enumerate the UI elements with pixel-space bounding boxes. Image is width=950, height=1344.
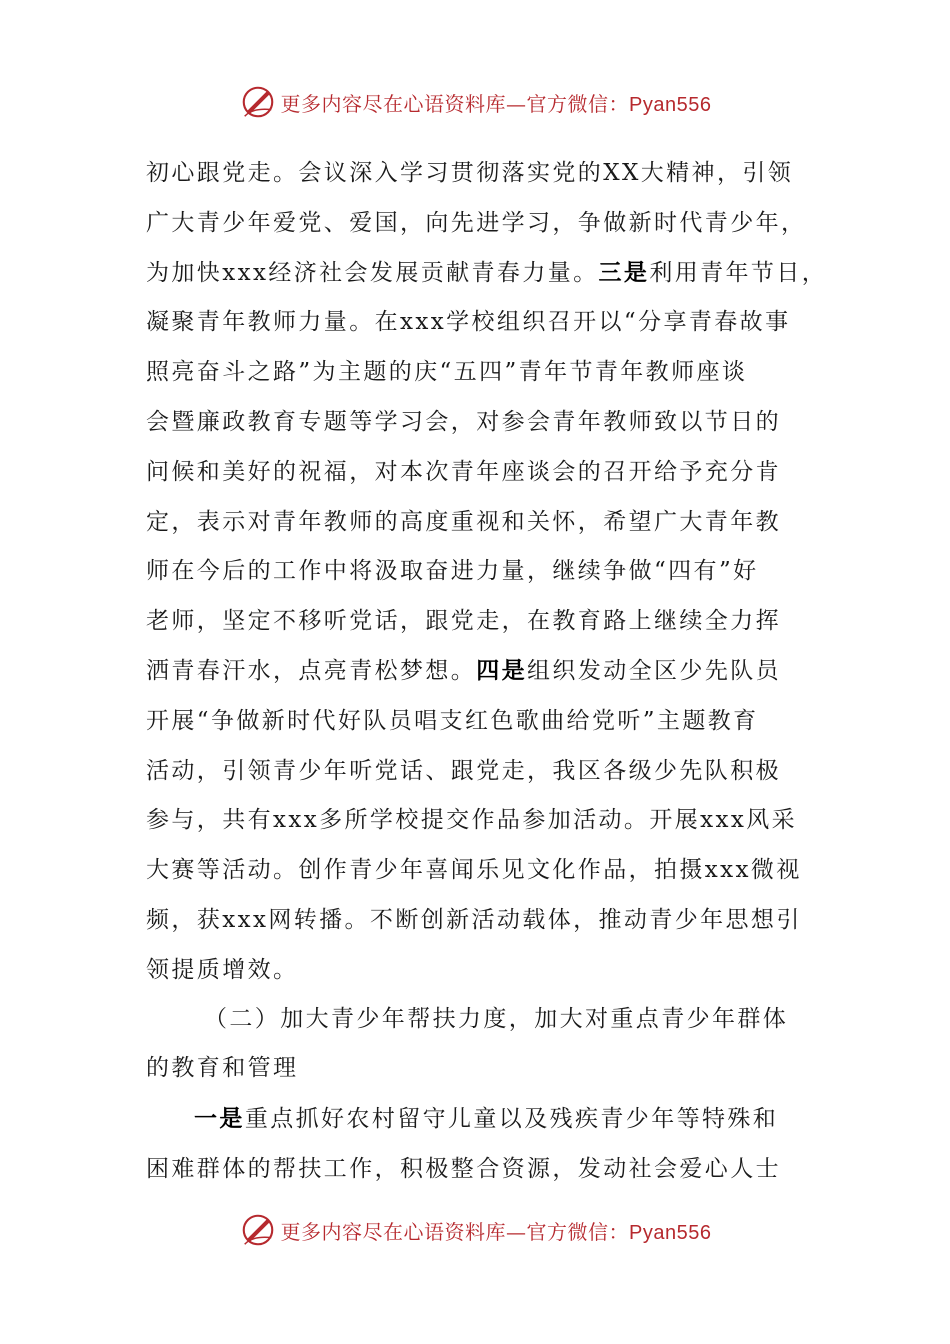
text-line: 定，表示对青年教师的高度重视和关怀，希望广大青年教 <box>146 508 781 535</box>
section-heading: （二）加大青少年帮扶力度，加大对重点青少年群体 <box>204 1005 789 1032</box>
pen-circle-logo-icon <box>239 83 277 121</box>
text-line: 活动，引领青少年听党话、跟党走，我区各级少先队积极 <box>146 757 781 784</box>
text-line: 会暨廉政教育专题等学习会，对参会青年教师致以节日的 <box>146 408 781 435</box>
section-heading-continued: 的教育和管理 <box>146 1055 299 1082</box>
text-line: 为加快xxx经济社会发展贡献青春力量。三是利用青年节日， <box>146 258 828 286</box>
text-line: 洒青春汗水，点亮青松梦想。四是组织发动全区少先队员 <box>146 656 782 684</box>
text-line: 初心跟党走。会议深入学习贯彻落实党的XX大精神，引领 <box>146 160 794 186</box>
watermark-text: 更多内容尽在心语资料库—官方微信：Pyan556 <box>280 1219 712 1244</box>
text-line: 大赛等活动。创作青少年喜闻乐见文化作品，拍摄xxx微视 <box>146 857 802 884</box>
text-line: 开展“争做新时代好队员唱支红色歌曲给党听”主题教育 <box>146 707 759 734</box>
text-line: 师在今后的工作中将汲取奋进力量，继续争做“四有”好 <box>146 558 759 585</box>
text-line: 凝聚青年教师力量。在xxx学校组织召开以“分享青春故事 <box>146 309 791 336</box>
pen-circle-logo-icon <box>239 1211 277 1249</box>
text-line: 参与，共有xxx多所学校提交作品参加活动。开展xxx风采 <box>146 807 798 834</box>
text-line: 领提质增效。 <box>146 956 299 983</box>
text-line: 困难群体的帮扶工作，积极整合资源，发动社会爱心人士 <box>146 1155 781 1182</box>
header-watermark <box>0 80 950 124</box>
text-line: 老师，坚定不移听党话，跟党走，在教育路上继续全力挥 <box>146 608 781 635</box>
text-line: 一是重点抓好农村留守儿童以及残疾青少年等特殊和 <box>194 1105 779 1133</box>
footer-watermark <box>0 1208 950 1252</box>
text-line: 广大青少年爱党、爱国，向先进学习，争做新时代青少年， <box>146 209 807 236</box>
document-body <box>146 148 836 1194</box>
text-line: 频，获xxx网转播。不断创新活动载体，推动青少年思想引 <box>146 906 802 933</box>
watermark-text: 更多内容尽在心语资料库—官方微信：Pyan556 <box>280 91 712 116</box>
text-line: 照亮奋斗之路”为主题的庆“五四”青年节青年教师座谈 <box>146 359 748 386</box>
text-line: 问候和美好的祝福，对本次青年座谈会的召开给予充分肯 <box>146 458 781 485</box>
